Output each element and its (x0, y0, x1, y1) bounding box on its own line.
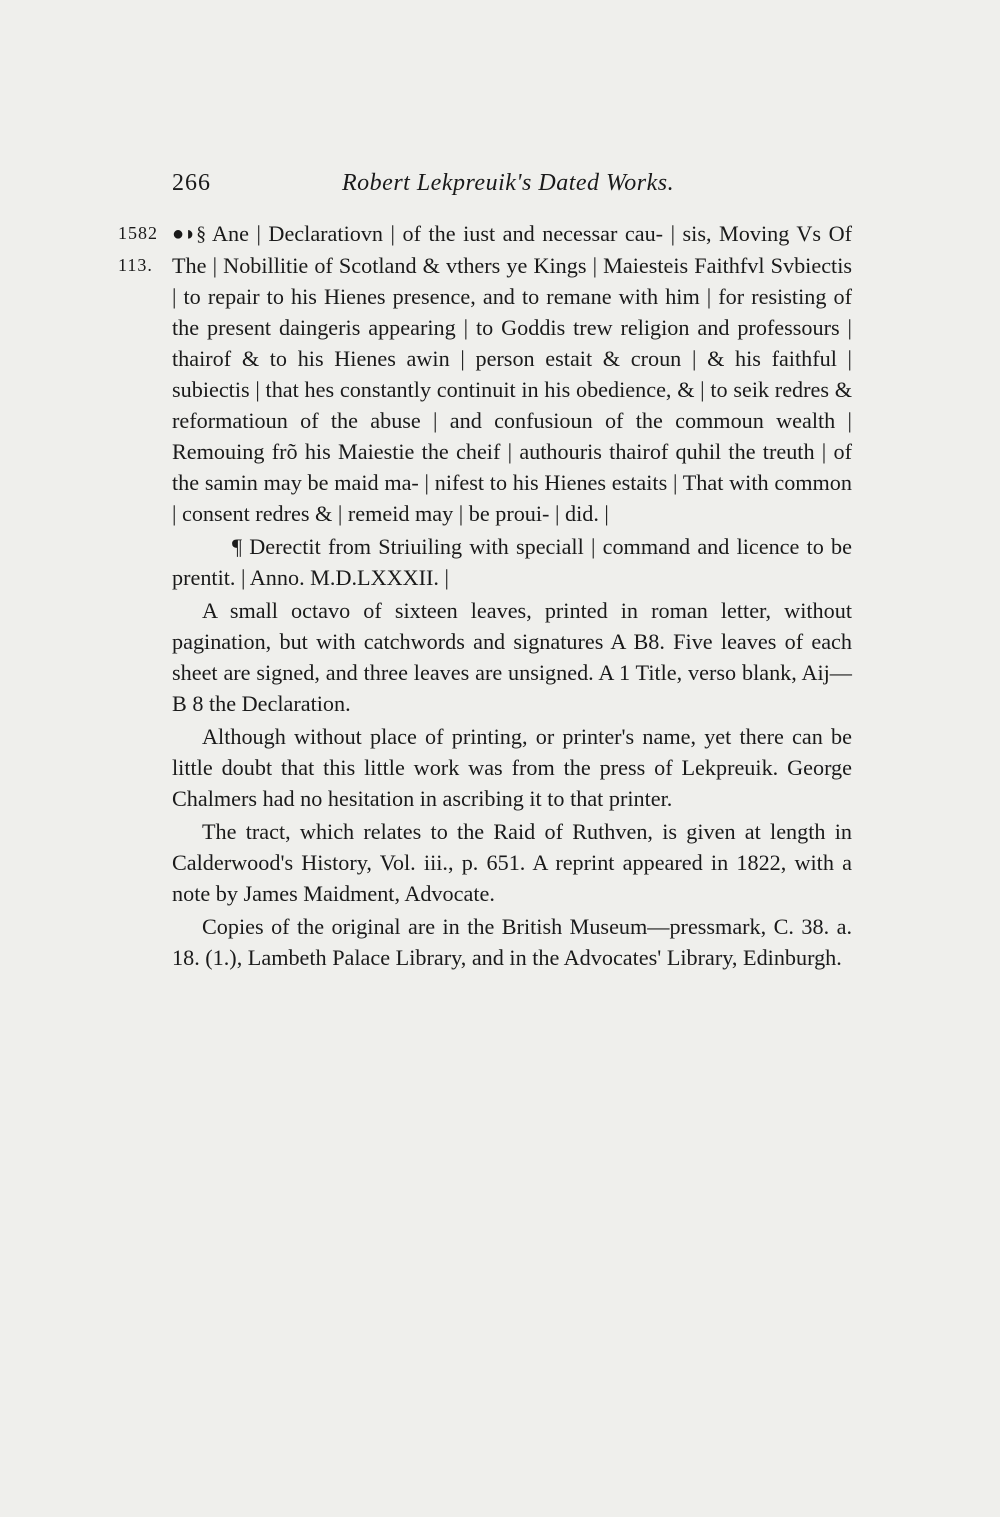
description-paragraph: A small octavo of sixteen leaves, printed in roman letter, without pagination, but with catchwords and signatures A B8. Five leaves of each sheet are signed, and three leaves are unsigned. A 1 Title, verso blank, Aij—B 8 the Declaration. (172, 598, 852, 716)
pilcrow-icon: ¶ (232, 534, 243, 559)
running-title: Robert Lekpreuik's Dated Works. (342, 170, 675, 196)
imprint-paragraph (172, 531, 852, 593)
attribution-paragraph: Although without place of printing, or printer's name, yet there can be little doubt that this little work was from the press of Lekpreuik. George Chalmers had no hesitation in ascribing it to that printer. (172, 724, 852, 811)
imprint-text: Derectit from Striuiling with speciall | command and licence to be prentit. | Anno. M.D.LXXXII. | (172, 534, 853, 590)
page-body (172, 218, 852, 975)
reference-paragraph: The tract, which relates to the Raid of Ruthven, is given at length in Calderwood's History, Vol. iii., p. 651. A reprint appeared in 1822, with a note by James Maidment, Advocate. (172, 819, 852, 906)
page-header (172, 170, 852, 204)
fleuron-ornament-icon: ●◗§ (172, 223, 207, 245)
copies-paragraph: Copies of the original are in the British Museum—pressmark, C. 38. a. 18. (1.), Lambeth Palace Library, and in the Advocates' Library, Edinburgh. (172, 914, 852, 970)
page-number: 266 (172, 170, 211, 196)
margin-year: 1582 (118, 223, 158, 243)
entry-title-paragraph (172, 218, 852, 529)
margin-entry-number: 113. (118, 255, 153, 275)
entry-title-transcription: Ane | Declaratiovn | of the iust and necessar cau- | sis, Moving Vs Of The | Nobillitie of Scotland & vthers ye Kings | Maiesteis Faithfvl Svbiectis | to repair to his Hienes presence, and to remane with him | for resisting of the present daingeris appearing | to Goddis trew religion and professours | thairof & to his Hienes awin | person estait & croun | & his faithful | subiectis | that hes constantly continuit in his obedience, & | to seik redres & reformatioun of the abuse | and confusioun of the commoun wealth | Remouing frõ his Maiestie the cheif | authouris thairof quhil the treuth | of the samin may be maid ma- | nifest to his Hienes estaits | That with common | consent redres & | remeid may | be proui- | did. | (172, 221, 852, 526)
